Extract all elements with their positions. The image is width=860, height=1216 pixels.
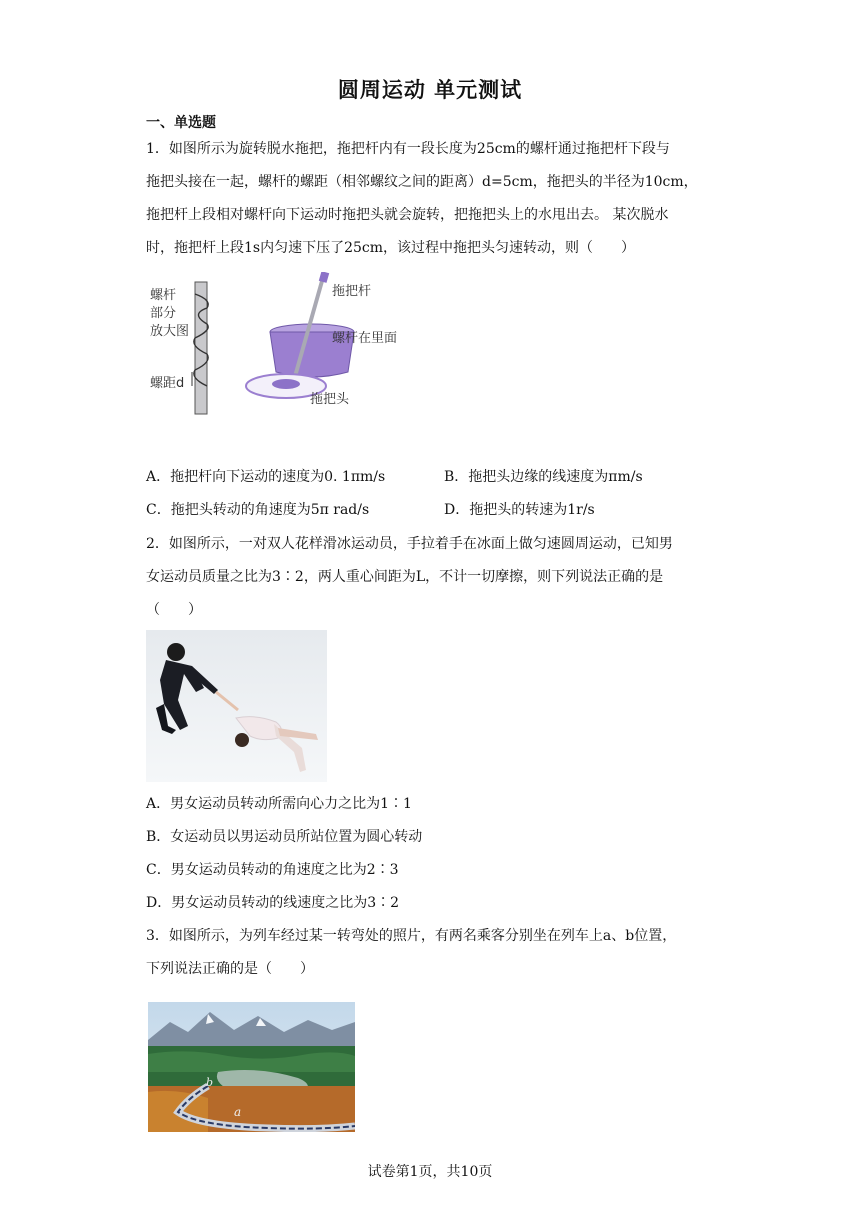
skaters-photo [146,630,327,782]
q3-line-2: 下列说法正确的是（ ） [146,961,314,977]
label-b: b [206,1076,214,1089]
label-pitch: 螺距d [150,376,185,391]
q2-option-b: B．女运动员以男运动员所站位置为圆心转动 [146,829,423,845]
label-screw-inside: 螺杆在里面 [332,331,398,346]
q2-line-1: 2．如图所示，一对双人花样滑冰运动员，手拉着手在冰面上做匀速圆周运动，已知男 [146,536,673,552]
q2-line-2: 女运动员质量之比为3∶2，两人重心间距为L，不计一切摩擦，则下列说法正确的是 [146,569,664,585]
label-rod: 拖把杆 [332,284,372,299]
q2-line-3: （ ） [146,602,202,618]
label-screw-1: 螺杆 [150,288,177,303]
label-a: a [234,1105,242,1119]
label-mop-head: 拖把头 [310,392,350,407]
q1-option-a: A．拖把杆向下运动的速度为0. 1πm/s [146,469,386,485]
question-1 [146,133,716,265]
page-title: 圆周运动 单元测试 [337,78,523,102]
page-footer: 试卷第1页，共10页 [367,1164,493,1180]
q2-option-a: A．男女运动员转动所需向心力之比为1∶1 [146,796,412,812]
label-screw-3: 放大图 [150,324,190,339]
section-heading: 一、单选题 [146,115,216,131]
q3-line-1: 3．如图所示，为列车经过某一转弯处的照片，有两名乘客分别坐在列车上a、b位置， [146,928,677,944]
question-3 [146,920,716,986]
q1-option-d: D．拖把头的转速为1r/s [444,502,595,518]
train-photo [148,1002,355,1132]
question-2 [146,528,716,627]
q1-line-3: 拖把杆上段相对螺杆向下运动时拖把头就会旋转，把拖把头上的水甩出去。 某次脱水 [146,207,669,223]
q2-option-d: D．男女运动员转动的线速度之比为3∶2 [146,895,400,911]
mop-illustration [146,272,416,422]
mop-figure [146,272,416,422]
q1-line-4: 时，拖把杆上段1s内匀速下压了25cm，该过程中拖把头匀速转动，则（ ） [146,240,636,256]
q1-line-2: 拖把头接在一起，螺杆的螺距（相邻螺纹之间的距离）d=5cm，拖把头的半径为10cm， [146,174,698,190]
q1-line-1: 1．如图所示为旋转脱水拖把，拖把杆内有一段长度为25cm的螺杆通过拖把杆下段与 [146,141,670,157]
q2-option-c: C．男女运动员转动的角速度之比为2∶3 [146,862,399,878]
q1-option-b: B．拖把头边缘的线速度为πm/s [444,469,643,485]
q1-option-c: C．拖把头转动的角速度为5π rad/s [146,502,370,518]
label-screw-2: 部分 [150,306,177,321]
